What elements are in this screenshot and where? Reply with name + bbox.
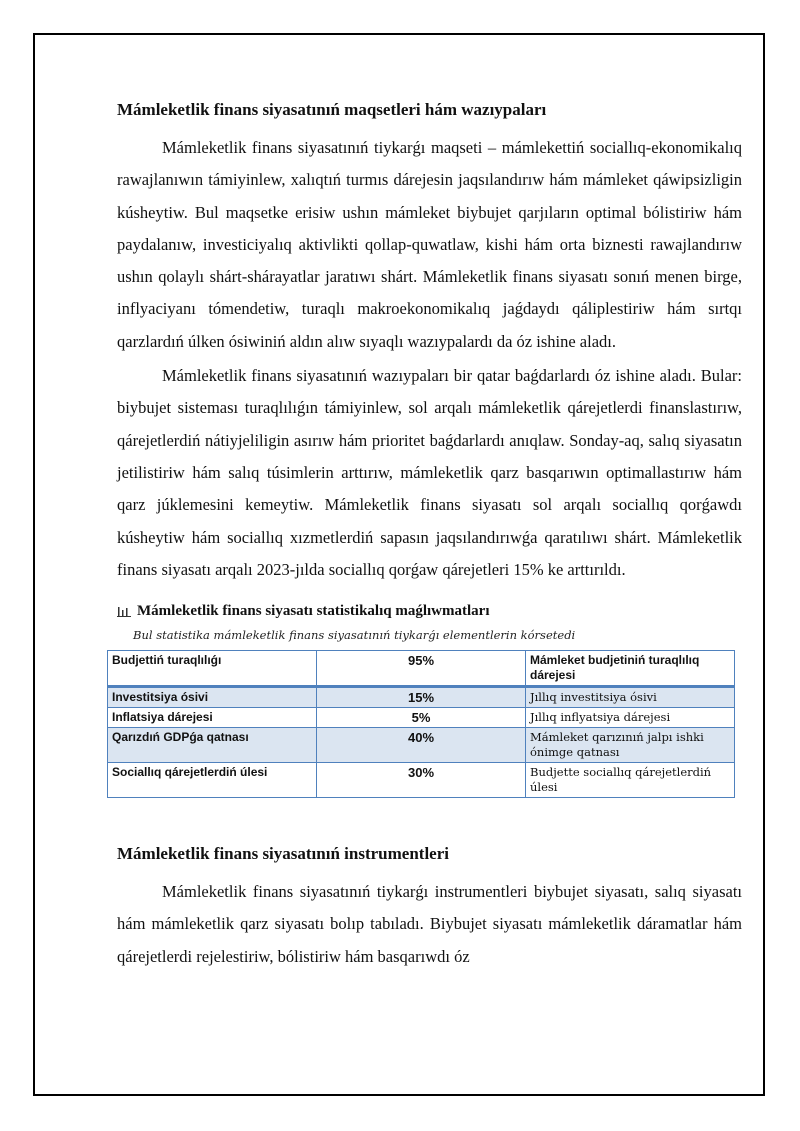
document-body [112, 98, 742, 973]
stat-description: Budjette sociallıq qárejetlerdiń úlesi [526, 763, 735, 798]
stat-label: Budjettiń turaqlılıǵı [108, 651, 317, 687]
stat-value: 15% [317, 687, 526, 708]
bar-chart-icon [117, 605, 131, 617]
paragraph-instruments: Mámleketlik finans siyasatınıń tiykarǵı instrumentleri biybujet siyasatı, salıq siyasatı hám mámleketlik qarz siyasatı bolıp tabıladı. Biybujet siyasatı mámleketlik dáramatlar hám qárejetlerdi rejelestiriw, bólistiriw hám basqarıwdı óz [117, 882, 742, 966]
stat-label: Investitsiya ósivi [108, 687, 317, 708]
stat-value: 95% [317, 651, 526, 687]
table-row [108, 728, 735, 763]
stats-table [107, 650, 735, 798]
table-row [108, 763, 735, 798]
stat-label: Sociallıq qárejetlerdiń úlesi [108, 763, 317, 798]
section-heading-goals: Mámleketlik finans siyasatınıń maqsetleri hám wazıypaları [117, 100, 547, 119]
stats-title-row [117, 600, 742, 622]
table-row [108, 687, 735, 708]
stat-description: Mámleket qarızınıń jalpı ishki ónimge qatnası [526, 728, 735, 763]
stat-description: Jıllıq inflyatsiya dárejesi [526, 708, 735, 728]
section-heading-instruments: Mámleketlik finans siyasatınıń instrumentleri [117, 844, 449, 864]
paragraph-tasks: Mámleketlik finans siyasatınıń wazıypaları bir qatar baǵdarlardı óz ishine aladı. Bular: biybujet sisteması turaqlılıǵın támiyinlew, sol arqalı mámleketlik qárejetlerdi finanslastırıw, qárejetlerdiń nátiyjeliligin asırıw hám prioritet baǵdarlardı anıqlaw. Sonday-aq, salıq siyasatın jetilistiriw hám salıq túsimlerin arttırıw, mámleketlik qarz basqarıwın optimallastırıw hám qarz júklemesini kemeytiw. Mámleketlik finans siyasatı sol arqalı sociallıq qorǵawdı kúsheytiw hám sociallıq xızmetlerdiń sapasın jaqsılandırıwǵa qaratılıwı shárt. Mámleketlik finans siyasatı arqalı 2023-jılda sociallıq qorǵaw qárejetleri 15% ke arttırıldı. [117, 366, 742, 579]
stats-title: Mámleketlik finans siyasatı statistikalıq maǵlıwmatları [137, 603, 490, 620]
stat-value: 5% [317, 708, 526, 728]
stat-value: 40% [317, 728, 526, 763]
stat-label: Qarızdıń GDPǵa qatnası [108, 728, 317, 763]
stat-label: Inflatsiya dárejesi [108, 708, 317, 728]
table-row [108, 708, 735, 728]
table-row [108, 651, 735, 687]
stats-subtitle: Bul statistika mámleketlik finans siyasatınıń tiykarǵı elementlerin kórsetedi [133, 628, 576, 643]
stat-description: Jıllıq investitsiya ósivi [526, 687, 735, 708]
paragraph-goals: Mámleketlik finans siyasatınıń tiykarǵı maqseti – mámlekettiń sociallıq-ekonomikalıq rawajlanıwın támiyinlew, xalıqtıń turmıs dárejesin jaqsılandırıw hám mámleket qáwipsizligin kúsheytiw. Bul maqsetke erisiw ushın mámleket biybujet qarjıların optimal bólistiriw hám paydalanıw, investiciyalıq aktivlikti qollap-quwatlaw, kishi hám orta biznesti rawajlandırıw ushın qolaylı shárt-shárayatlar jaratıwı shárt. Mámleketlik finans siyasatı sonıń menen birge, inflyaciyanı tómendetiw, turaqlı makroekonomikalıq jaǵdaydı qáliplestiriw hám sırtqı qarzlardıń úlken ósiwiniń aldın alıw sıyaqlı wazıypalardı da óz ishine aladı. [117, 138, 742, 351]
stat-description: Mámleket budjetiniń turaqlılıq dárejesi [526, 651, 735, 687]
stat-value: 30% [317, 763, 526, 798]
